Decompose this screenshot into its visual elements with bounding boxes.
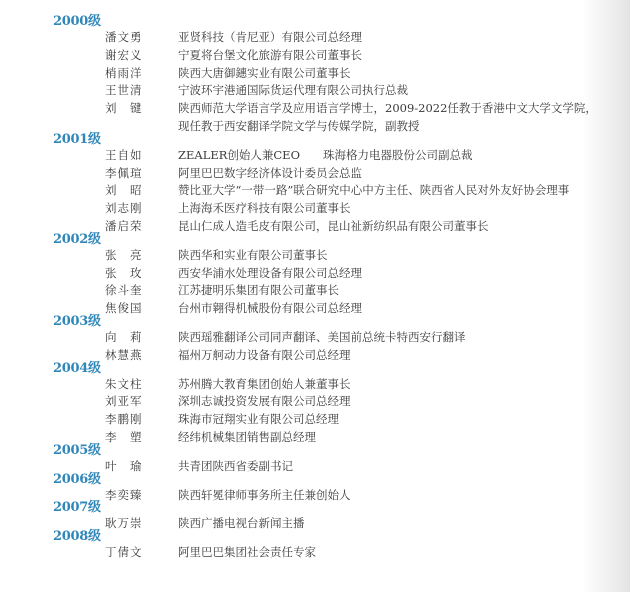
- alumni-position: 陕西广播电视台新闻主播: [178, 516, 305, 531]
- alumni-name: 朱文柱: [105, 376, 143, 391]
- alumni-position: 宁夏将台堡文化旅游有限公司董事长: [178, 47, 362, 62]
- alumni-name: 耿万崇: [105, 516, 143, 531]
- alumni-row: [53, 265, 613, 283]
- alumni-name: 李鹏刚: [105, 412, 143, 427]
- alumni-name: 张 亮: [105, 247, 143, 262]
- alumni-name: 李佩瑄: [105, 165, 143, 180]
- alumni-position: 福州万舸动力设备有限公司总经理: [178, 347, 351, 362]
- alumni-position: 昆山仁成人造毛皮有限公司，昆山祉新纺织品有限公司董事长: [178, 218, 489, 233]
- alumni-name: 丁倩文: [105, 545, 143, 560]
- alumni-position: 珠海市冠翔实业有限公司总经理: [178, 412, 339, 427]
- alumni-name: 向 莉: [105, 329, 143, 344]
- alumni-row: [53, 429, 613, 447]
- alumni-position: 经纬机械集团销售副总经理: [178, 429, 316, 444]
- alumni-name: 刘 昭: [105, 183, 143, 198]
- year-heading: 2003级: [53, 313, 101, 329]
- alumni-row: [53, 376, 613, 394]
- alumni-row: [53, 347, 613, 365]
- alumni-name: 叶 瑜: [105, 458, 143, 473]
- alumni-row: [53, 100, 613, 118]
- alumni-position: 陕西华和实业有限公司董事长: [178, 247, 328, 262]
- alumni-row: [53, 411, 613, 429]
- alumni-position: 宁波环宇港通国际货运代理有限公司执行总裁: [178, 83, 408, 98]
- alumni-name: 林慧燕: [105, 347, 143, 362]
- alumni-name: 张 玫: [105, 265, 143, 280]
- alumni-position: 阿里巴巴数字经济体设计委员会总监: [178, 165, 362, 180]
- year-heading: 2005级: [53, 442, 101, 458]
- alumni-position: 陕西大唐御鏸实业有限公司董事长: [178, 65, 351, 80]
- alumni-row: [53, 282, 613, 300]
- alumni-name: 王世清: [105, 83, 143, 98]
- alumni-position: 台州市翱得机械股份有限公司总经理: [178, 301, 362, 316]
- alumni-row: [53, 165, 613, 183]
- alumni-row: [53, 65, 613, 83]
- alumni-position: 阿里巴巴集团社会责任专家: [178, 545, 316, 560]
- alumni-row: [53, 247, 613, 265]
- alumni-name: [105, 118, 178, 136]
- alumni-position: 陕西轩冕律师事务所主任兼创始人: [178, 487, 351, 502]
- alumni-position: 亚贤科技（肯尼亚）有限公司总经理: [178, 30, 362, 44]
- alumni-position: 西安华浦水处理设备有限公司总经理: [178, 265, 362, 280]
- alumni-row: [53, 147, 613, 165]
- alumni-name: 焦俊国: [105, 301, 143, 316]
- alumni-name: 潘文勇: [105, 30, 143, 44]
- year-heading: 2007级: [53, 500, 101, 516]
- year-heading: 2002级: [53, 231, 101, 247]
- alumni-list: [53, 15, 613, 562]
- alumni-row: [53, 200, 613, 218]
- alumni-name: 徐斗奎: [105, 283, 143, 298]
- year-heading: 2001级: [53, 131, 101, 147]
- alumni-name: 梢雨洋: [105, 65, 143, 80]
- year-heading: 2006级: [53, 471, 101, 487]
- alumni-row: [53, 329, 613, 347]
- alumni-row: [53, 458, 613, 476]
- alumni-name: 潘启荣: [105, 218, 143, 233]
- alumni-row: [53, 515, 613, 533]
- alumni-name: 李奕臻: [105, 487, 143, 502]
- alumni-position: 陕西师范大学语言学及应用语言学博士，2009-2022任教于香港中文大学文学院，: [178, 101, 597, 116]
- alumni-row: [53, 393, 613, 411]
- alumni-position: 苏州腾大教育集团创始人兼董事长: [178, 376, 351, 391]
- alumni-position: 深圳志诚投资发展有限公司总经理: [178, 394, 351, 409]
- alumni-position: ZEALER创始人兼CEO 珠海格力电器股份公司副总裁: [178, 147, 473, 162]
- alumni-position: 陕西瑶雅翻译公司同声翻译、美国前总统卡特西安行翻译: [178, 329, 466, 344]
- alumni-row: [53, 544, 613, 562]
- alumni-name: 刘亚军: [105, 394, 143, 409]
- alumni-row: [53, 182, 613, 200]
- alumni-name: 刘志刚: [105, 201, 143, 216]
- alumni-name: 王自如: [105, 147, 143, 162]
- alumni-position: 现任教于西安翻译学院文学与传媒学院，副教授: [178, 118, 420, 133]
- alumni-position: 江苏捷明乐集团有限公司董事长: [178, 283, 339, 298]
- alumni-name: 谢宏义: [105, 47, 143, 62]
- alumni-row: [53, 118, 613, 136]
- alumni-name: 刘 键: [105, 101, 143, 116]
- year-heading: 2000级: [53, 14, 101, 29]
- alumni-row: [53, 300, 613, 318]
- alumni-name: 李 塑: [105, 429, 143, 444]
- alumni-row: [53, 218, 613, 236]
- alumni-row: [53, 82, 613, 100]
- year-heading: 2004级: [53, 360, 101, 376]
- alumni-position: 上海海禾医疗科技有限公司董事长: [178, 201, 351, 216]
- alumni-position: 共青团陕西省委副书记: [178, 458, 293, 473]
- alumni-row: [53, 487, 613, 505]
- year-heading: 2008级: [53, 529, 101, 545]
- alumni-position: 赞比亚大学“一带一路”联合研究中心中方主任、陕西省人民对外友好协会理事: [178, 183, 570, 198]
- alumni-row: [53, 47, 613, 65]
- alumni-row: [53, 29, 613, 47]
